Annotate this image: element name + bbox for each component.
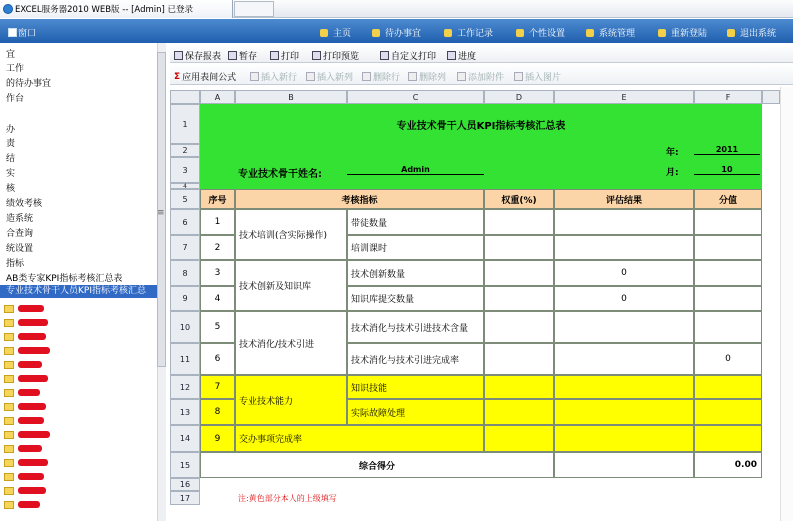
record-icon: [444, 29, 452, 37]
print-icon: [270, 51, 279, 60]
folder-icon: [4, 347, 14, 355]
score-cell[interactable]: [694, 235, 762, 260]
row-header[interactable]: 4: [170, 183, 200, 189]
sidebar-item[interactable]: 结: [6, 154, 16, 164]
column-header[interactable]: D: [484, 90, 554, 104]
custom-print-button[interactable]: 自定义打印: [380, 49, 436, 62]
nav-todo[interactable]: 待办事宜: [372, 26, 421, 39]
row-header[interactable]: 11: [170, 343, 200, 375]
todo-icon: [372, 29, 380, 37]
header-score: 分值: [694, 189, 762, 209]
indicator-cell[interactable]: 实际故障处理: [347, 399, 484, 425]
indicator-cell[interactable]: 技术创新数量: [347, 260, 484, 286]
indicator-cell[interactable]: 知识库提交数量: [347, 286, 484, 311]
column-header[interactable]: F: [694, 90, 762, 104]
row-header[interactable]: 17: [170, 491, 200, 505]
folder-icon: [4, 445, 14, 453]
toolbar-table: [170, 64, 793, 85]
folder-icon: [4, 417, 14, 425]
score-cell[interactable]: [694, 260, 762, 286]
add-attachment-button[interactable]: 添加附件: [457, 70, 504, 83]
row-header[interactable]: 12: [170, 375, 200, 399]
result-cell[interactable]: 0: [554, 286, 694, 311]
column-header[interactable]: B: [235, 90, 347, 104]
indicator-cell[interactable]: 交办事项完成率: [235, 425, 484, 452]
month-label: 月:: [666, 168, 679, 178]
header-indicator: 考核指标: [235, 189, 484, 209]
group-cell[interactable]: 技术消化/技术引进: [235, 311, 347, 375]
row-header[interactable]: 14: [170, 425, 200, 452]
insert-row-icon: [250, 72, 259, 81]
sidebar-item[interactable]: 责: [6, 139, 16, 149]
sidebar-item[interactable]: 造系统: [6, 214, 34, 224]
name-field[interactable]: Admin: [347, 165, 484, 175]
sheet-scrollbar[interactable]: [780, 87, 793, 521]
seq-cell[interactable]: 1: [200, 209, 235, 235]
sidebar-item[interactable]: 合查询: [6, 229, 34, 239]
seq-cell[interactable]: 9: [200, 425, 235, 452]
apply-formula-button[interactable]: Σ 应用表间公式: [174, 71, 237, 83]
score-cell[interactable]: [694, 375, 762, 399]
redacted-label: [18, 361, 42, 368]
folder-icon: [4, 319, 14, 327]
row-header[interactable]: 5: [170, 189, 200, 209]
insert-col-icon: [306, 72, 315, 81]
sidebar: [0, 43, 166, 521]
redacted-label: [18, 487, 46, 494]
row-header[interactable]: 3: [170, 157, 200, 183]
total-label: 综合得分: [200, 452, 554, 478]
relogin-icon: [658, 29, 666, 37]
insert-row-button[interactable]: 插入新行: [250, 70, 297, 83]
name-label: 专业技术骨干姓名:: [238, 169, 322, 180]
temp-save-button[interactable]: 暂存: [228, 49, 257, 62]
custom-print-icon: [380, 51, 389, 60]
folder-icon: [4, 361, 14, 369]
result-cell[interactable]: [554, 375, 694, 399]
result-cell[interactable]: [554, 209, 694, 235]
weight-cell[interactable]: [484, 375, 554, 399]
insert-image-button[interactable]: 插入图片: [514, 70, 561, 83]
sidebar-item[interactable]: 作台: [6, 94, 25, 104]
seq-cell[interactable]: 2: [200, 235, 235, 260]
redacted-label: [18, 501, 40, 508]
nav-system[interactable]: 系统管理: [586, 26, 635, 39]
sidebar-item[interactable]: AB类专家KPI指标考核汇总表: [6, 274, 123, 284]
weight-cell[interactable]: [484, 425, 554, 452]
header-seq: 序号: [200, 189, 235, 209]
sidebar-item[interactable]: 工作: [6, 64, 25, 74]
sidebar-item[interactable]: 实: [6, 169, 16, 179]
group-cell[interactable]: 技术培训(含实际操作): [235, 209, 347, 260]
indicator-cell[interactable]: 技术消化与技术引进技术含量: [347, 311, 484, 343]
sidebar-item[interactable]: 绩效考核: [6, 199, 43, 209]
corner-header: [170, 90, 200, 104]
personal-icon: [516, 29, 524, 37]
total-result-cell[interactable]: [554, 452, 694, 478]
redacted-label: [18, 431, 50, 438]
weight-cell[interactable]: [484, 286, 554, 311]
exit-icon: [727, 29, 735, 37]
score-cell[interactable]: [694, 311, 762, 343]
folder-icon: [4, 459, 14, 467]
folder-icon: [4, 375, 14, 383]
new-tab-button[interactable]: [234, 1, 274, 17]
folder-icon: [4, 305, 14, 313]
attachment-icon: [457, 72, 466, 81]
row-header[interactable]: 10: [170, 311, 200, 343]
splitter-grip-icon[interactable]: ≡: [157, 208, 165, 218]
score-cell[interactable]: [694, 286, 762, 311]
indicator-cell[interactable]: 技术消化与技术引进完成率: [347, 343, 484, 375]
folder-icon: [4, 501, 14, 509]
group-cell[interactable]: 专业技术能力: [235, 375, 347, 425]
progress-button[interactable]: 进度: [447, 49, 476, 62]
month-field[interactable]: 10: [694, 165, 760, 175]
indicator-cell[interactable]: 带徒数量: [347, 209, 484, 235]
delete-row-button[interactable]: 删除行: [362, 70, 400, 83]
nav-records[interactable]: 工作记录: [444, 26, 493, 39]
redacted-label: [18, 389, 40, 396]
seq-cell[interactable]: 3: [200, 260, 235, 286]
group-cell[interactable]: 技术创新及知识库: [235, 260, 347, 311]
seq-cell[interactable]: 8: [200, 399, 235, 425]
result-cell[interactable]: [554, 343, 694, 375]
window-menu[interactable]: 窗口: [8, 26, 36, 39]
delete-row-icon: [362, 72, 371, 81]
redacted-label: [18, 403, 46, 410]
row-header[interactable]: 13: [170, 399, 200, 425]
system-icon: [586, 29, 594, 37]
sidebar-item[interactable]: 的待办事宜: [6, 79, 52, 89]
year-field[interactable]: 2011: [694, 145, 760, 155]
insert-col-button[interactable]: 插入新列: [306, 70, 353, 83]
row-header[interactable]: 7: [170, 235, 200, 260]
total-score[interactable]: 0.00: [694, 452, 762, 478]
folder-icon: [4, 403, 14, 411]
row-header[interactable]: 2: [170, 144, 200, 157]
row-header[interactable]: 16: [170, 478, 200, 491]
redacted-label: [18, 319, 48, 326]
sidebar-item[interactable]: 指标: [6, 259, 25, 269]
result-cell[interactable]: 0: [554, 260, 694, 286]
sidebar-item[interactable]: 宜: [6, 50, 16, 60]
save-icon: [174, 51, 183, 60]
print-button[interactable]: 打印: [270, 49, 299, 62]
sidebar-item-selected[interactable]: 专业技术骨干人员KPI指标考核汇总: [0, 285, 160, 298]
ie-icon: [3, 4, 13, 14]
score-cell[interactable]: [694, 399, 762, 425]
row-header[interactable]: 6: [170, 209, 200, 235]
column-header[interactable]: C: [347, 90, 484, 104]
redacted-label: [18, 305, 44, 312]
sidebar-item[interactable]: 办: [6, 125, 16, 135]
year-label: 年:: [666, 148, 679, 158]
result-cell[interactable]: [554, 311, 694, 343]
weight-cell[interactable]: [484, 209, 554, 235]
weight-cell[interactable]: [484, 343, 554, 375]
seq-cell[interactable]: 6: [200, 343, 235, 375]
redacted-label: [18, 459, 48, 466]
folder-icon: [4, 487, 14, 495]
image-icon: [514, 72, 523, 81]
result-cell[interactable]: [554, 399, 694, 425]
folder-icon: [4, 389, 14, 397]
weight-cell[interactable]: [484, 260, 554, 286]
save-report-button[interactable]: 保存报表: [174, 49, 221, 62]
weight-cell[interactable]: [484, 399, 554, 425]
progress-icon: [447, 51, 456, 60]
sidebar-item[interactable]: 核: [6, 184, 16, 194]
indicator-cell[interactable]: 培训课时: [347, 235, 484, 260]
seq-cell[interactable]: 5: [200, 311, 235, 343]
row-header[interactable]: 1: [170, 104, 200, 144]
row-header[interactable]: 15: [170, 452, 200, 478]
redacted-label: [18, 347, 50, 354]
score-cell[interactable]: [694, 425, 762, 452]
indicator-cell[interactable]: 知识技能: [347, 375, 484, 399]
redacted-label: [18, 445, 42, 452]
sigma-icon: Σ: [174, 71, 181, 82]
browser-tab[interactable]: [0, 0, 233, 18]
note-text: 注:黄色部分本人的上级填写: [238, 494, 337, 503]
weight-cell[interactable]: [484, 235, 554, 260]
result-cell[interactable]: [554, 425, 694, 452]
nav-exit[interactable]: 退出系统: [727, 26, 776, 39]
toolbar-main: [170, 45, 793, 63]
print-preview-icon: [312, 51, 321, 60]
sheet-title: 专业技术骨干人员KPI指标考核汇总表: [396, 121, 566, 132]
tab-title: EXCEL服务器2010 WEB版 -- [Admin] 已登录: [15, 5, 194, 15]
column-header[interactable]: A: [200, 90, 235, 104]
temp-save-icon: [228, 51, 237, 60]
delete-col-icon: [408, 72, 417, 81]
redacted-label: [18, 417, 44, 424]
nav-personal[interactable]: 个性设置: [516, 26, 565, 39]
seq-cell[interactable]: 4: [200, 286, 235, 311]
row-header[interactable]: 8: [170, 260, 200, 286]
home-icon: [320, 29, 328, 37]
delete-col-button[interactable]: 删除列: [408, 70, 446, 83]
nav-home[interactable]: 主页: [320, 26, 351, 39]
spreadsheet: [170, 87, 780, 521]
sidebar-item[interactable]: 统设置: [6, 244, 34, 254]
score-cell[interactable]: 0: [694, 343, 762, 375]
print-preview-button[interactable]: 打印预览: [312, 49, 359, 62]
nav-relogin[interactable]: 重新登陆: [658, 26, 707, 39]
header-weight: 权重(%): [484, 189, 554, 209]
weight-cell[interactable]: [484, 311, 554, 343]
result-cell[interactable]: [554, 235, 694, 260]
redacted-label: [18, 333, 46, 340]
top-nav-bar: [0, 19, 793, 43]
redacted-label: [18, 375, 48, 382]
folder-icon: [4, 431, 14, 439]
folder-icon: [4, 473, 14, 481]
column-header[interactable]: E: [554, 90, 694, 104]
row-header[interactable]: 9: [170, 286, 200, 311]
folder-icon: [4, 333, 14, 341]
score-cell[interactable]: [694, 209, 762, 235]
column-header: [762, 90, 780, 104]
window-icon: [8, 28, 17, 37]
redacted-label: [18, 473, 44, 480]
header-result: 评估结果: [554, 189, 694, 209]
seq-cell[interactable]: 7: [200, 375, 235, 399]
